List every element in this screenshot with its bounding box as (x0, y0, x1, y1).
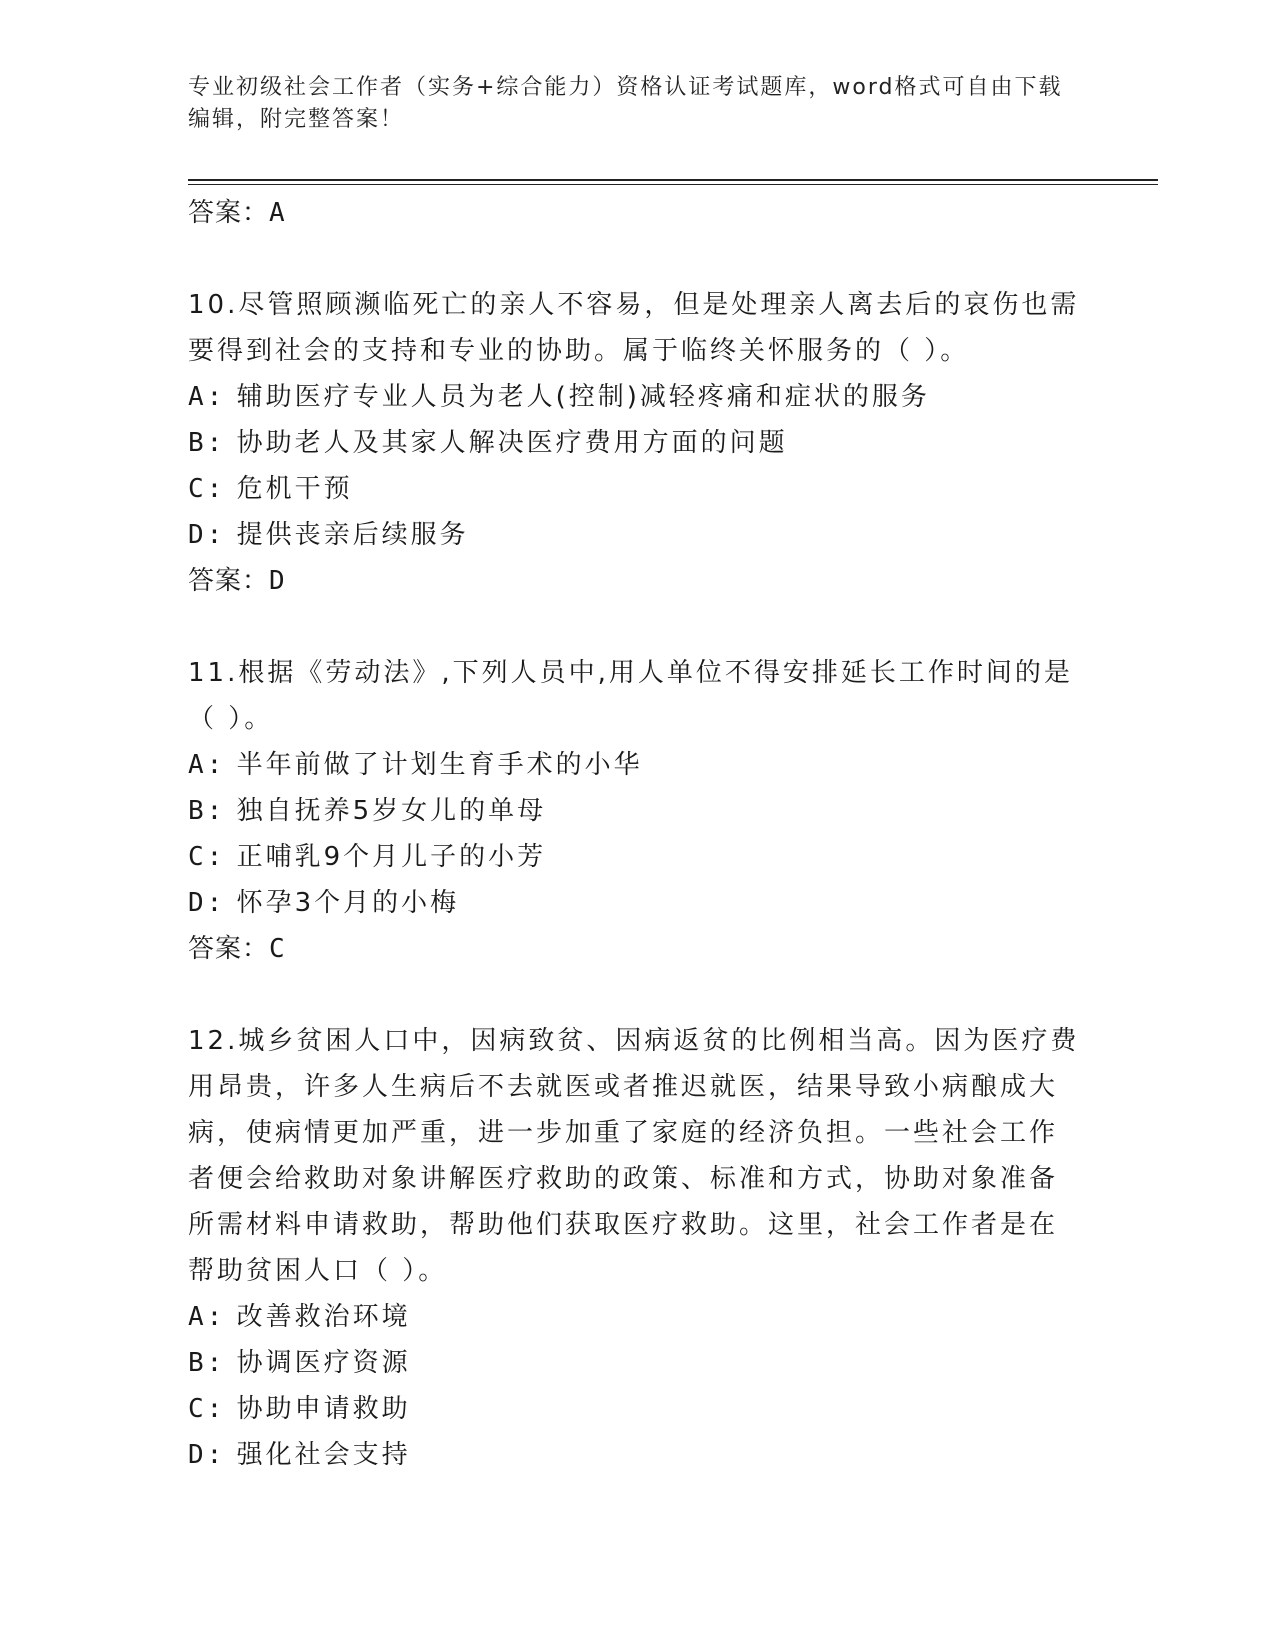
option-text: 提供丧亲后续服务 (236, 520, 469, 550)
spacer (188, 236, 1088, 282)
header-line-2: 编辑，附完整答案！ (188, 107, 405, 132)
option-label: B: (188, 428, 226, 458)
option-label: A: (188, 750, 226, 780)
option-label: A: (188, 382, 226, 412)
option-b (188, 1340, 1088, 1386)
option-d (188, 512, 1088, 558)
option-label: D: (188, 888, 226, 918)
option-a (188, 374, 1088, 420)
option-label: D: (188, 1440, 226, 1470)
question-text-line: 10.尽管照顾濒临死亡的亲人不容易，但是处理亲人离去后的哀伤也需 (188, 290, 1080, 320)
option-c (188, 466, 1088, 512)
spacer (188, 972, 1088, 1018)
option-label: B: (188, 796, 226, 826)
answer-value: C (269, 934, 286, 964)
option-label: A: (188, 1302, 226, 1332)
option-label: B: (188, 1348, 226, 1378)
option-text: 怀孕3个月的小梅 (236, 888, 460, 918)
option-text: 协助申请救助 (236, 1394, 411, 1424)
question-text-line: 者便会给救助对象讲解医疗救助的政策、标准和方式，协助对象准备 (188, 1164, 1059, 1194)
header-rule-thin (188, 184, 1158, 185)
option-text: 独自抚养5岁女儿的单母 (236, 796, 547, 826)
question-text-line: 12.城乡贫困人口中，因病致贫、因病返贫的比例相当高。因为医疗费 (188, 1026, 1080, 1056)
option-c (188, 834, 1088, 880)
option-d (188, 880, 1088, 926)
option-a (188, 742, 1088, 788)
option-label: D: (188, 520, 226, 550)
answer-label: 答案： (188, 934, 270, 964)
option-text: 正哺乳9个月儿子的小芳 (236, 842, 547, 872)
question-10 (188, 282, 1088, 604)
answer-value: D (269, 566, 286, 596)
question-text-line: 11.根据《劳动法》,下列人员中,用人单位不得安排延长工作时间的是 (188, 658, 1073, 688)
question-text-line: 要得到社会的支持和专业的协助。属于临终关怀服务的（ ）。 (188, 336, 970, 366)
option-b (188, 420, 1088, 466)
option-text: 半年前做了计划生育手术的小华 (236, 750, 643, 780)
answer-value: A (269, 198, 286, 228)
answer-line (188, 926, 1088, 972)
option-text: 改善救治环境 (236, 1302, 411, 1332)
option-label: C: (188, 474, 226, 504)
spacer (188, 604, 1088, 650)
option-text: 协助老人及其家人解决医疗费用方面的问题 (236, 428, 788, 458)
question-text-line: 所需材料申请救助，帮助他们获取医疗救助。这里，社会工作者是在 (188, 1210, 1059, 1240)
option-text: 危机干预 (236, 474, 353, 504)
option-label: C: (188, 842, 226, 872)
question-text-line: 病，使病情更加严重，进一步加重了家庭的经济负担。一些社会工作 (188, 1118, 1059, 1148)
question-11 (188, 650, 1088, 972)
page-header (188, 72, 1088, 136)
option-label: C: (188, 1394, 226, 1424)
question-text-line: 用昂贵，许多人生病后不去就医或者推迟就医，结果导致小病酿成大 (188, 1072, 1059, 1102)
header-rule-thick (188, 179, 1158, 181)
option-b (188, 788, 1088, 834)
option-text: 协调医疗资源 (236, 1348, 411, 1378)
page-content (188, 190, 1088, 1478)
answer-label: 答案： (188, 566, 270, 596)
answer-label: 答案： (188, 198, 270, 228)
option-text: 辅助医疗专业人员为老人(控制)减轻疼痛和症状的服务 (236, 382, 930, 412)
question-text-line: 帮助贫困人口（ ）。 (188, 1256, 448, 1286)
question-12 (188, 1018, 1088, 1478)
option-a (188, 1294, 1088, 1340)
option-text: 强化社会支持 (236, 1440, 411, 1470)
header-line-1: 专业初级社会工作者（实务+综合能力）资格认证考试题库，word格式可自由下载 (188, 75, 1063, 100)
question-text-line: （ ）。 (188, 704, 274, 734)
option-c (188, 1386, 1088, 1432)
answer-line-prev (188, 190, 1088, 236)
answer-line (188, 558, 1088, 604)
option-d (188, 1432, 1088, 1478)
